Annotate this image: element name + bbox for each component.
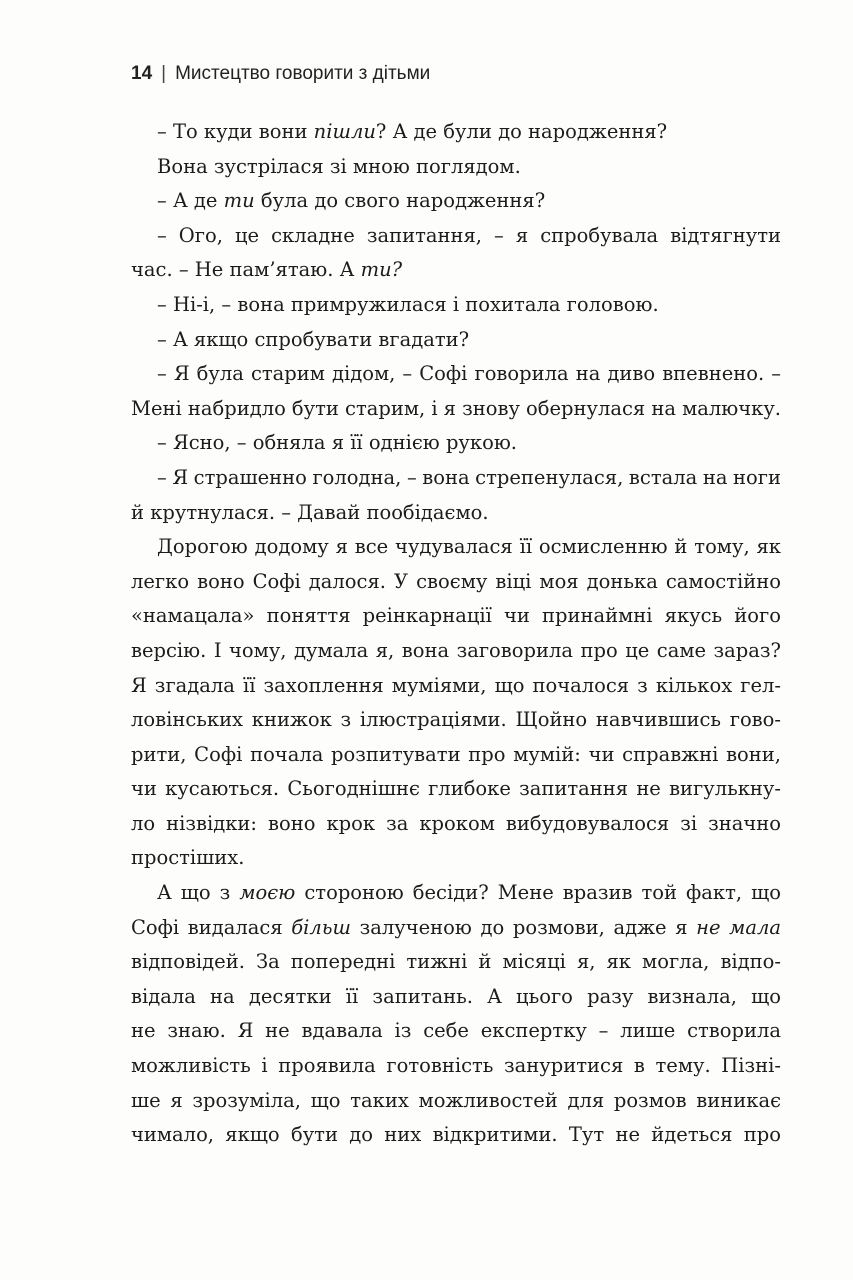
paragraph-line: простіших. (131, 846, 245, 870)
paragraph-line: відала на десятки її запитань. А цього разу визнала, що (131, 984, 781, 1008)
paragraph-line: ше я зрозуміла, що таких можливостей для розмов виникає (131, 1088, 781, 1112)
dialogue-line: час. – Не пам’ятаю. А ти? (131, 258, 403, 282)
dialogue-line: – Ого, це складне запитання, – я спробувала відтягнути (157, 223, 781, 247)
paragraph-line: відповідей. За попередні тижні й місяці я, як могла, відпо- (131, 950, 781, 974)
paragraph-line: можливість і проявила готовність зануритися в тему. Пізні- (131, 1054, 781, 1078)
paragraph-line: «намацала» поняття реінкарнації чи принаймні якусь його (131, 604, 781, 628)
body-text (131, 115, 781, 1153)
dialogue-line: – А якщо спробувати вгадати? (157, 327, 470, 351)
book-title: Мистецтво говорити з дітьми (175, 63, 431, 84)
paragraph-line: ловінських книжок з ілюстраціями. Щойно навчившись гово- (131, 708, 781, 732)
page-number: 14 (131, 63, 153, 84)
dialogue-line: – Ні-і, – вона примружилася і похитала головою. (157, 292, 659, 316)
paragraph-line: Софі видалася більш залученою до розмови, адже я не мала (131, 915, 781, 939)
paragraph-line: ло нізвідки: воно крок за кроком вибудовувалося зі значно (131, 811, 781, 835)
dialogue-line: – Я страшенно голодна, – вона стрепенулася, встала на ноги (157, 465, 781, 489)
dialogue-line: – Ясно, – обняла я її однією рукою. (157, 431, 517, 455)
dialogue-line: – То куди вони пішли? А де були до народження? (157, 120, 668, 143)
paragraph-line: легко воно Софі далося. У своєму віці моя донька самостійно (131, 569, 781, 593)
dialogue-line: – Я була старим дідом, – Софі говорила на диво впевнено. – (157, 362, 781, 386)
dialogue-line: – А де ти була до свого народження? (157, 189, 546, 213)
paragraph-line: рити, Софі почала розпитувати про мумій: чи справжні вони, (131, 742, 781, 766)
dialogue-line: Мені набридло бути старим, і я знову обернулася на малючку. (131, 396, 781, 420)
paragraph-line: чи кусаються. Сьогоднішнє глибоке запитання не вигулькну- (131, 777, 781, 801)
text-line: Вона зустрілася зі мною поглядом. (157, 154, 521, 178)
paragraph-line: не знаю. Я не вдавала із себе експертку – лише створила (131, 1019, 781, 1043)
header-separator: | (161, 63, 167, 84)
paragraph-line: чимало, якщо бути до них відкритими. Тут не йдеться про (131, 1123, 781, 1147)
paragraph-line: версію. І чому, думала я, вона заговорила про це саме зараз? (131, 638, 781, 662)
paragraph-line: Я згадала її захоплення муміями, що почалося з кількох гел- (131, 673, 781, 697)
running-header (131, 60, 771, 88)
dialogue-line: й крутнулася. – Давай пообідаємо. (131, 500, 489, 524)
paragraph-line: А що з моєю стороною бесіди? Мене вразив той факт, що (157, 881, 781, 905)
paragraph-line: Дорогою додому я все чудувалася її осмисленню й тому, як (157, 535, 781, 559)
